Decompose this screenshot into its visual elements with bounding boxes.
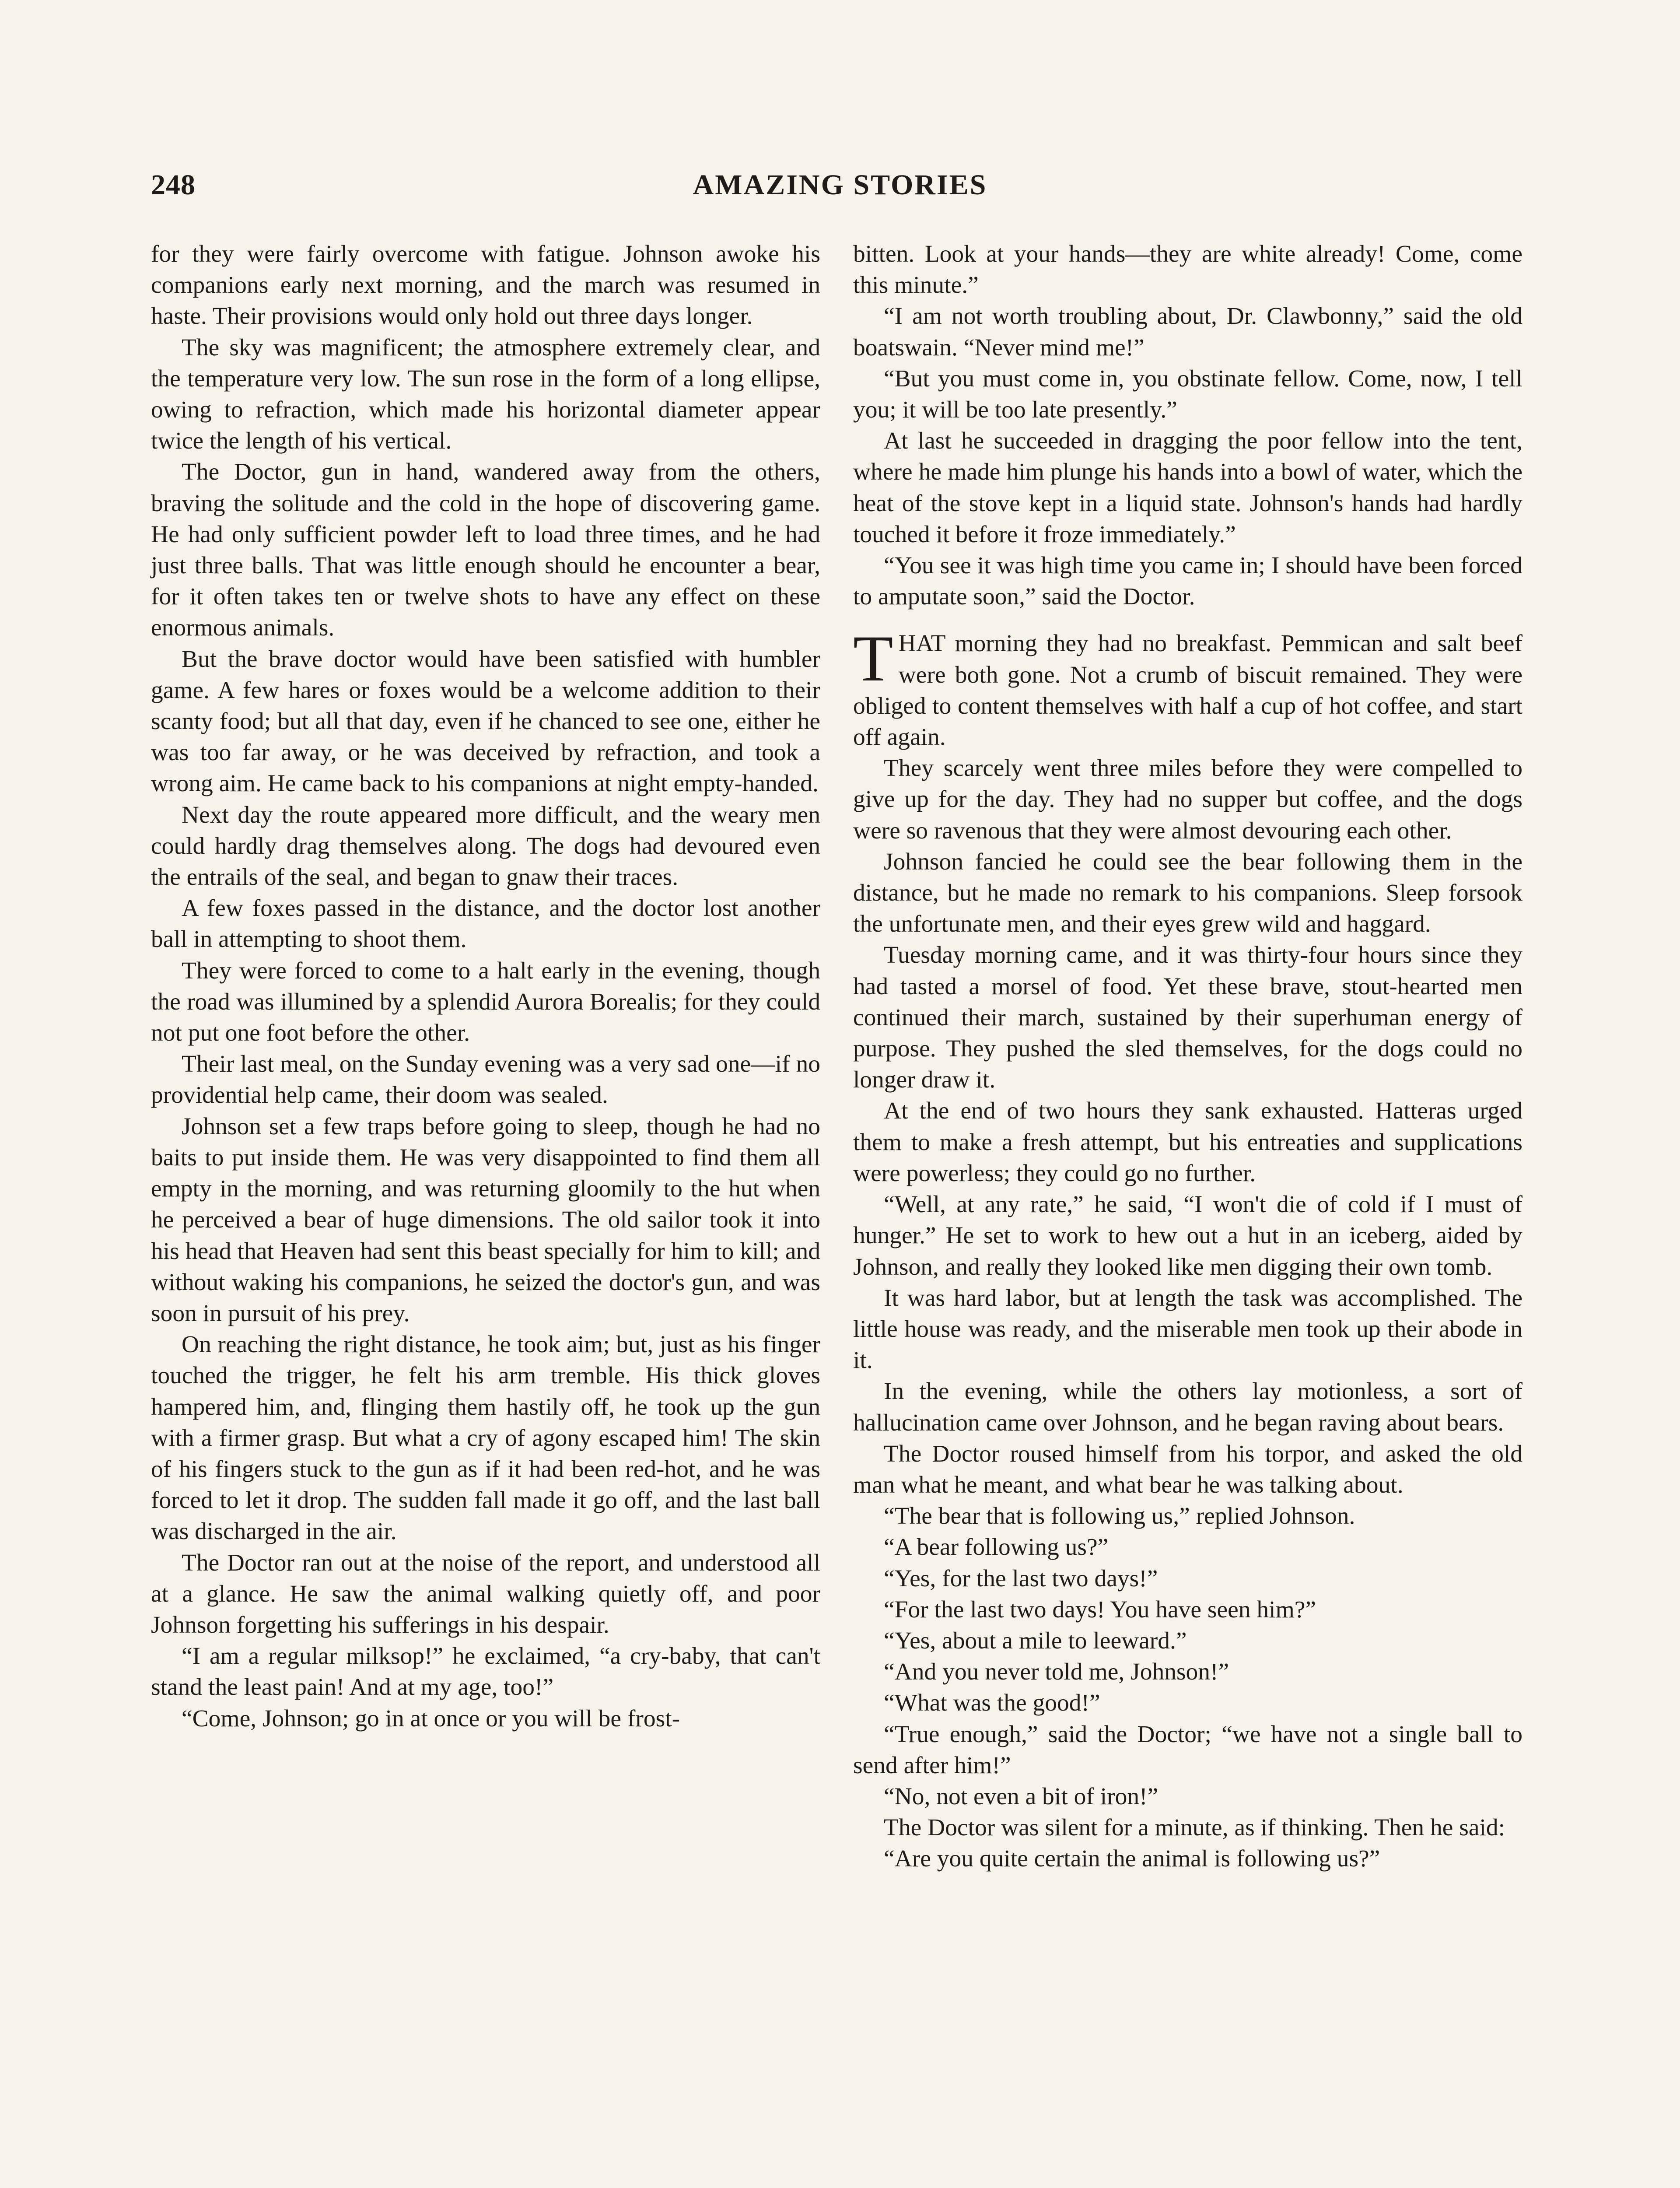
paragraph: The Doctor was silent for a minute, as if thinking. Then he said: <box>884 1814 1505 1841</box>
paragraph: “You see it was high time you came in; I should have been forced to amputate soon,” said the Doctor. <box>853 552 1522 610</box>
paragraph: At last he succeeded in dragging the poor fellow into the tent, where he made him plunge his hands into a bowl of water, which the heat of the stove kept in a liquid state. Johnson's hands had hardly touched it before it froze immediately.” <box>853 428 1522 548</box>
paragraph: “And you never told me, Johnson!” <box>884 1659 1229 1686</box>
right-column-pre-break <box>853 238 1522 612</box>
paragraph: The Doctor roused himself from his torpor, and asked the old man what he meant, and what bear he was talking about. <box>853 1440 1522 1498</box>
drop-cap: T <box>853 622 893 695</box>
paragraph: It was hard labor, but at length the task was accomplished. The little house was ready, and the miserable men took up their abode in it. <box>853 1284 1522 1374</box>
left-text-column <box>151 238 820 1734</box>
paragraph: The sky was magnificent; the atmosphere extremely clear, and the temperature very low. The sun rose in the form of a long ellipse, owing to refraction, which made his horizontal diameter appear twice the length of his vertical. <box>151 334 820 455</box>
paragraph: “But you must come in, you obstinate fellow. Come, now, I tell you; it will be too late presently.” <box>853 365 1522 424</box>
magazine-title: AMAZING STORIES <box>693 169 987 201</box>
paragraph: They scarcely went three miles before they were compelled to give up for the day. They had no supper but coffee, and the dogs were so ravenous that they were almost devouring each other. <box>853 755 1522 844</box>
section-opening-paragraph <box>853 622 1522 753</box>
paragraph: for they were fairly overcome with fatigue. Johnson awoke his companions early next morning, and the march was resumed in haste. Their provisions would only hold out three days longer. <box>151 241 820 330</box>
page-header <box>151 168 1529 208</box>
paragraph: “For the last two days! You have seen him?” <box>884 1596 1316 1623</box>
paragraph: “Come, Johnson; go in at once or you will be frost- <box>182 1705 680 1732</box>
right-text-column <box>853 238 1522 1875</box>
paragraph: Johnson fancied he could see the bear following them in the distance, but he made no remark to his companions. Sleep forsook the unfortunate men, and their eyes grew wild and haggard. <box>853 848 1522 938</box>
paragraph: The Doctor, gun in hand, wandered away from the others, braving the solitude and the cold in the hope of discovering game. He had only sufficient powder left to load three times, and he had just three balls. That was little enough should he encounter a bear, for it often takes ten or twelve shots to have any effect on these enormous animals. <box>151 459 820 642</box>
paragraph: “I am a regular milksop!” he exclaimed, “a cry-baby, that can't stand the least pain! And at my age, too!” <box>151 1643 820 1701</box>
paragraph: At the end of two hours they sank exhausted. Hatteras urged them to make a fresh attempt, but his entreaties and supplications were powerless; they could go no further. <box>853 1098 1522 1187</box>
paragraph: “Are you quite certain the animal is following us?” <box>884 1845 1380 1872</box>
paragraph: Next day the route appeared more difficult, and the weary men could hardly drag themselves along. The dogs had devoured even the entrails of the seal, and began to gnaw their traces. <box>151 801 820 891</box>
paragraph: “No, not even a bit of iron!” <box>884 1783 1158 1810</box>
paragraph: “Yes, for the last two days!” <box>884 1565 1158 1592</box>
paragraph: On reaching the right distance, he took aim; but, just as his finger touched the trigger, he felt his arm tremble. His thick gloves hampered him, and, flinging them hastily off, he took up the gun with a firmer grasp. But what a cry of agony escaped him! The skin of his fingers stuck to the gun as if it had been red-hot, and he was forced to let it drop. The sudden fall made it go off, and the last ball was discharged in the air. <box>151 1331 820 1545</box>
paragraph: They were forced to come to a halt early in the evening, though the road was illumined by a splendid Aurora Borealis; for they could not put one foot before the other. <box>151 957 820 1047</box>
paragraph: Their last meal, on the Sunday evening was a very sad one—if no providential help came, their doom was sealed. <box>151 1051 820 1109</box>
page-number: 248 <box>151 169 196 201</box>
right-column-post-break <box>853 753 1522 1874</box>
paragraph: “What was the good!” <box>884 1690 1100 1717</box>
paragraph: “Well, at any rate,” he said, “I won't die of cold if I must of hunger.” He set to work to hew out a hut in an iceberg, aided by Johnson, and really they looked like men digging their own tomb. <box>853 1191 1522 1280</box>
paragraph: But the brave doctor would have been satisfied with humbler game. A few hares or foxes would be a welcome addition to their scanty food; but all that day, even if he chanced to see one, either he was too far away, or he was deceived by refraction, and took a wrong aim. He came back to his companions at night empty-handed. <box>151 645 820 797</box>
paragraph: The Doctor ran out at the noise of the report, and understood all at a glance. He saw the animal walking quietly off, and poor Johnson forgetting his sufferings in his despair. <box>151 1549 820 1638</box>
paragraph: “The bear that is following us,” replied Johnson. <box>884 1503 1355 1530</box>
opening-word-rest: HAT <box>898 630 945 657</box>
paragraph: In the evening, while the others lay motionless, a sort of hallucination came over Johnson, and he began raving about bears. <box>853 1378 1522 1436</box>
paragraph: A few foxes passed in the distance, and the doctor lost another ball in attempting to shoot them. <box>151 895 820 953</box>
section-break <box>853 612 1522 628</box>
paragraph: “True enough,” said the Doctor; “we have not a single ball to send after him!” <box>853 1721 1522 1779</box>
paragraph: “A bear following us?” <box>884 1534 1109 1561</box>
paragraph: bitten. Look at your hands—they are white already! Come, come this minute.” <box>853 241 1522 299</box>
paragraph: Johnson set a few traps before going to sleep, though he had no baits to put inside them. He was very disappointed to find them all empty in the morning, and was returning gloomily to the hut when he perceived a bear of huge dimensions. The old sailor took it into his head that Heaven had sent this beast specially for him to kill; and without waking his companions, he seized the doctor's gun, and was soon in pursuit of his prey. <box>151 1113 820 1327</box>
paragraph: “I am not worth troubling about, Dr. Clawbonny,” said the old boatswain. “Never mind me!” <box>853 303 1522 361</box>
paragraph: “Yes, about a mile to leeward.” <box>884 1627 1187 1654</box>
paragraph: Tuesday morning came, and it was thirty-four hours since they had tasted a morsel of food. Yet these brave, stout-hearted men continued their march, sustained by their superhuman energy of purpose. They pushed the sled themselves, for the dogs could no longer draw it. <box>853 942 1522 1094</box>
opening-paragraph-text: morning they had no breakfast. Pemmican and salt beef were both gone. Not a crumb of biscuit remained. They were obliged to content themselves with half a cup of hot coffee, and start off again. <box>853 630 1522 751</box>
